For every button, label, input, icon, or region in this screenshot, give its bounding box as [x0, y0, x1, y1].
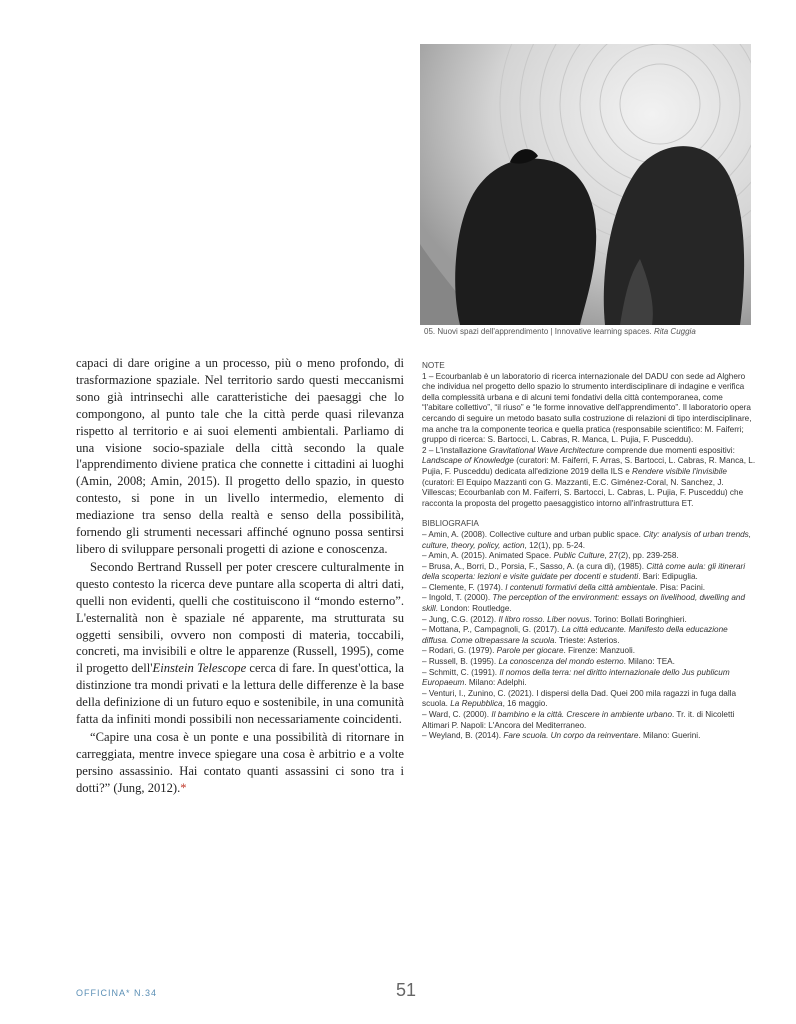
paragraph-1: capaci di dare origine a un processo, più o meno profondo, di trasformazione spaziale. Nel territorio sardo questi meccanismi sono già intrinsechi alle caratteristiche dei paesaggi che lo compongono, al punto tale che la città perde quasi rilevanza rispetto al territorio e ai suoi elementi ambientali. Parliamo di una visione socio-spaziale della città secondo la quale l'apprendimento diviene pratica che connette i cittadini ai luoghi (Amin, 2008; Amin, 2015). Il progetto dello spazio, in questo contesto, si pone in un livello intermedio, elemento di mediazione tra senso della realtà e senso della possibilità, fornendo gli strumenti necessari affinché ognuno possa sentirsi libero di sviluppare personali progetti di azione e conoscenza. — [76, 356, 404, 556]
bib-entry: – Ingold, T. (2000). The perception of the environment: essays on livelihood, dwelling and skill. London: Routledge. — [422, 593, 746, 614]
figure-caption — [424, 327, 754, 336]
bib-entry: – Schmitt, C. (1991). Il nomos della terra: nel diritto internazionale dello Jus publicum Europaeum. Milano: Adelphi. — [422, 667, 730, 688]
bib-entry: – Brusa, A., Borri, D., Porsia, F., Sasso, A. (a cura di), (1985). Città come aula: gli itinerari della scoperta: lezioni e visite guidate per docenti e studenti. Bari: Edipuglia. — [422, 561, 746, 582]
notes-heading: NOTE — [422, 361, 445, 370]
bibliography-list — [422, 530, 756, 742]
caption-credit: Rita Cuggia — [653, 327, 696, 336]
journal-name: OFFICINA* N.34 — [76, 988, 158, 998]
bib-entry: – Amin, A. (2008). Collective culture and urban public space. City: analysis of urban trends, culture, theory, policy, action, 12(1), pp. 5-24. — [422, 529, 752, 550]
bib-entry: – Amin, A. (2015). Animated Space. Public Culture, 27(2), pp. 239-258. — [422, 551, 679, 561]
bib-entry: – Weyland, B. (2014). Fare scuola. Un corpo da reinventare. Milano: Guerini. — [422, 731, 701, 741]
bib-entry: – Mottana, P., Campagnoli, G. (2017). La città educante. Manifesto della educazione diffusa. Come oltrepassare la scuola. Trieste: Asterios. — [422, 625, 728, 645]
bib-entry: – Russell, B. (1995). La conoscenza del mondo esterno. Milano: TEA. — [422, 657, 675, 667]
end-mark: * — [180, 780, 187, 795]
page-number: 51 — [396, 980, 417, 1000]
main-body-text — [76, 355, 404, 797]
note-1: 1 – Ecourbanlab è un laboratorio di ricerca internazionale del DADU con sede ad Alghero che individua nel progetto dello spazio lo strumento interdisciplinare di indagine e verifica della complessità urbana e di alcuni temi fondativi della città contemporanea, come “l'abitare collettivo”, “il riuso” e “le forme innovative dell'apprendimento”. Il laboratorio opera cercando di seguire un metodo basato sulla costruzione di relazioni di tipo interdisciplinare, ma anche tra la componente teorica e quella pratica (responsabile scientifico: M. Faiferri; gruppo di ricerca: S. Bartocci, L. Cabras, R. Manca, L. Pujia, F. Pusceddu). — [422, 371, 752, 445]
bib-entry: – Clemente, F. (1974). I contenuti formativi della città ambientale. Pisa: Pacini. — [422, 582, 706, 592]
note-2: 2 – L'installazione Gravitational Wave Architecture comprende due momenti espositivi: Landscape of Knowledge (curatori: M. Faiferri, F. Arras, S. Bartocci, L. Cabras, R. Manca, L. Pujia, F. Pusceddu) dedicata all'edizione 2019 della ILS e Rendere visibile l'invisibile (curatori: El Equipo Mazzanti con G. Mazzanti, E.C. Giménez-Coral, N. Sanchez, J. Villescas; Ecourbanlab con M. Faiferri, S. Bartocci, L. Cabras, L. Pujia, F. Pusceddu) che racconta la proposta del progetto paesaggistico intorno all'infrastruttura ET. — [422, 445, 756, 508]
bib-entry: – Ward, C. (2000). Il bambino e la città. Crescere in ambiente urbano. Tr. it. di Nicoletti Altimari P. Napoli: L'Ancora del Mediterraneo. — [422, 710, 735, 730]
photo-illustration — [420, 44, 751, 325]
photo-learning-spaces — [420, 44, 751, 325]
paragraph-3: “Capire una cosa è un ponte e una possibilità di ritornare in carreggiata, mentre invece spiegare una cosa è arbitrio e a volte persino assassinio. Hai contato quanti assassini ci sono tra i dotti?” (Jung, 2012).* — [76, 729, 404, 795]
bib-entry: – Rodari, G. (1979). Parole per giocare. Firenze: Manzuoli. — [422, 646, 635, 656]
bib-entry: – Jung, C.G. (2012). Il libro rosso. Liber novus. Torino: Bollati Boringhieri. — [422, 614, 687, 624]
bib-entry: – Venturi, I., Zunino, C. (2021). I dispersi della Dad. Quei 200 mila ragazzi in fuga dalla scuola. La Repubblica, 16 maggio. — [422, 688, 737, 709]
caption-text: 05. Nuovi spazi dell'apprendimento | Innovative learning spaces. — [424, 327, 654, 336]
paragraph-2: Secondo Bertrand Russell per poter crescere culturalmente in questo contesto la ricerca deve puntare alla scoperta di altri dati, quelli non evidenti, quelli che costituiscono il “mondo esterno”. L'esternalità non è spaziale né apparente, ma strutturata su oggetti sensibili, ovvero non composti di materia, toccabili, concreti, ma invisibili e oltre le apparenze (Russell, 1995), come il progetto dell'Einstein Telescope cerca di fare. In quest'ottica, la distinzione tra mondi privati e la lettura delle differenze è la base della definizione di un futuro equo e sostenibile, in una comunità fatta da infiniti mondi possibili non necessariamente coincidenti. — [76, 559, 404, 727]
bibliography-heading: BIBLIOGRAFIA — [422, 519, 479, 529]
spacer — [422, 509, 756, 519]
notes-column — [422, 361, 756, 742]
